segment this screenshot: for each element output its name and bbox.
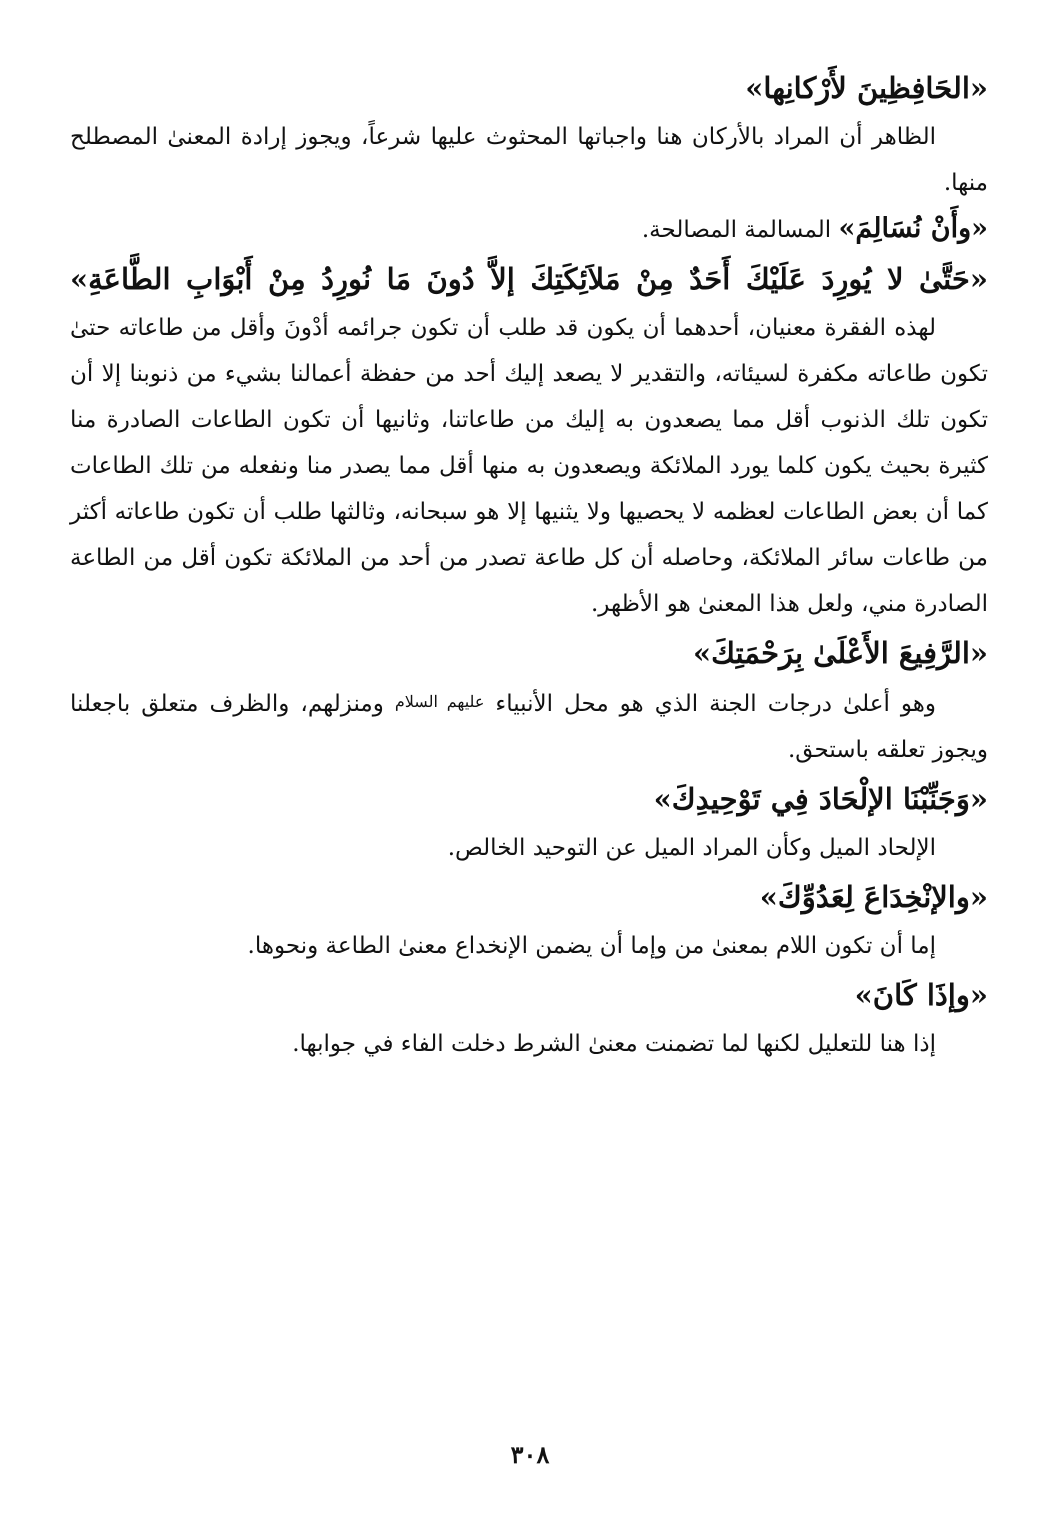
quote-heading-7: «وإذَا كَانَ» <box>854 978 988 1012</box>
commentary-paragraph-2 <box>70 206 988 253</box>
commentary-text-2: المسالمة المصالحة. <box>641 217 839 243</box>
quote-heading-5: «وَجَنِّبْنَا الإلْحَادَ فِي تَوْحِيدِكَ» <box>653 782 988 816</box>
page-number: ٣٠٨ <box>510 1440 550 1469</box>
commentary-paragraph-4 <box>70 679 988 773</box>
commentary-text-4b: ومنزلهم، والظرف متعلق باجعلنا ويجوز تعلقه باستحق. <box>70 691 988 763</box>
commentary-paragraph-7: إذا هنا للتعليل لكنها لما تضمنت معنىٰ الشرط دخلت الفاء في جوابها. <box>292 1031 936 1057</box>
commentary-paragraph-3: لهذه الفقرة معنيان، أحدهما أن يكون قد طلب أن تكون جرائمه أدْونَ وأقل من طاعاته حتىٰ تكون طاعاته مكفرة لسيئاته، والتقدير لا يصعد إليك أحد من حفظة أعمالنا بشيء من ذنوبنا إلا أن تكون تلك الذنوب أقل مما يصعدون به إليك من طاعاتنا، وثانيها أن تكون الطاعات الصادرة منا كثيرة بحيث يكون كلما يورد الملائكة ويصعدون به منها أقل مما يصدر منا ونفعله من تلك الطاعات كما أن بعض الطاعات لعظمه لا يحصيها ولا يثنيها إلا هو سبحانه، وثالثها طلب أن تكون طاعاته أكثر من طاعات سائر الملائكة، وحاصله أن كل طاعة تصدر من أحد من الملائكة تكون أقل من الطاعة الصادرة مني، ولعل هذا المعنىٰ هو الأظهر. <box>70 315 988 617</box>
commentary-paragraph-1: الظاهر أن المراد بالأركان هنا واجباتها المحثوث عليها شرعاً، ويجوز إرادة المعنىٰ المصطلح منها. <box>70 124 988 196</box>
commentary-text-4a: وهو أعلىٰ درجات الجنة الذي هو محل الأنبياء <box>484 691 937 717</box>
salutation-glyph: عليهم السلام <box>394 692 485 711</box>
commentary-paragraph-6: إما أن تكون اللام بمعنىٰ من وإما أن يضمن الإنخداع معنىٰ الطاعة ونحوها. <box>247 933 936 959</box>
quote-heading-1: «الحَافِظِينَ لأَرْكانِها» <box>745 71 988 105</box>
quote-heading-3: «حَتَّىٰ لا يُورِدَ عَلَيْكَ أَحَدٌ مِنْ مَلاَئِكَتِكَ إلاَّ دُونَ مَا نُورِدُ مِنْ أَبْوَابِ الطَّاعَةِ» <box>70 262 988 296</box>
page-body <box>70 62 988 1067</box>
quote-heading-4: «الرَّفِيعَ الأَعْلَىٰ بِرَحْمَتِكَ» <box>692 636 988 670</box>
commentary-paragraph-5: الإلحاد الميل وكأن المراد الميل عن التوحيد الخالص. <box>447 835 936 861</box>
inline-quote-2: «وأَنْ نُسَالِمَ» <box>838 213 988 244</box>
quote-heading-6: «والإنْخِدَاعَ لِعَدُوِّكَ» <box>759 880 988 914</box>
